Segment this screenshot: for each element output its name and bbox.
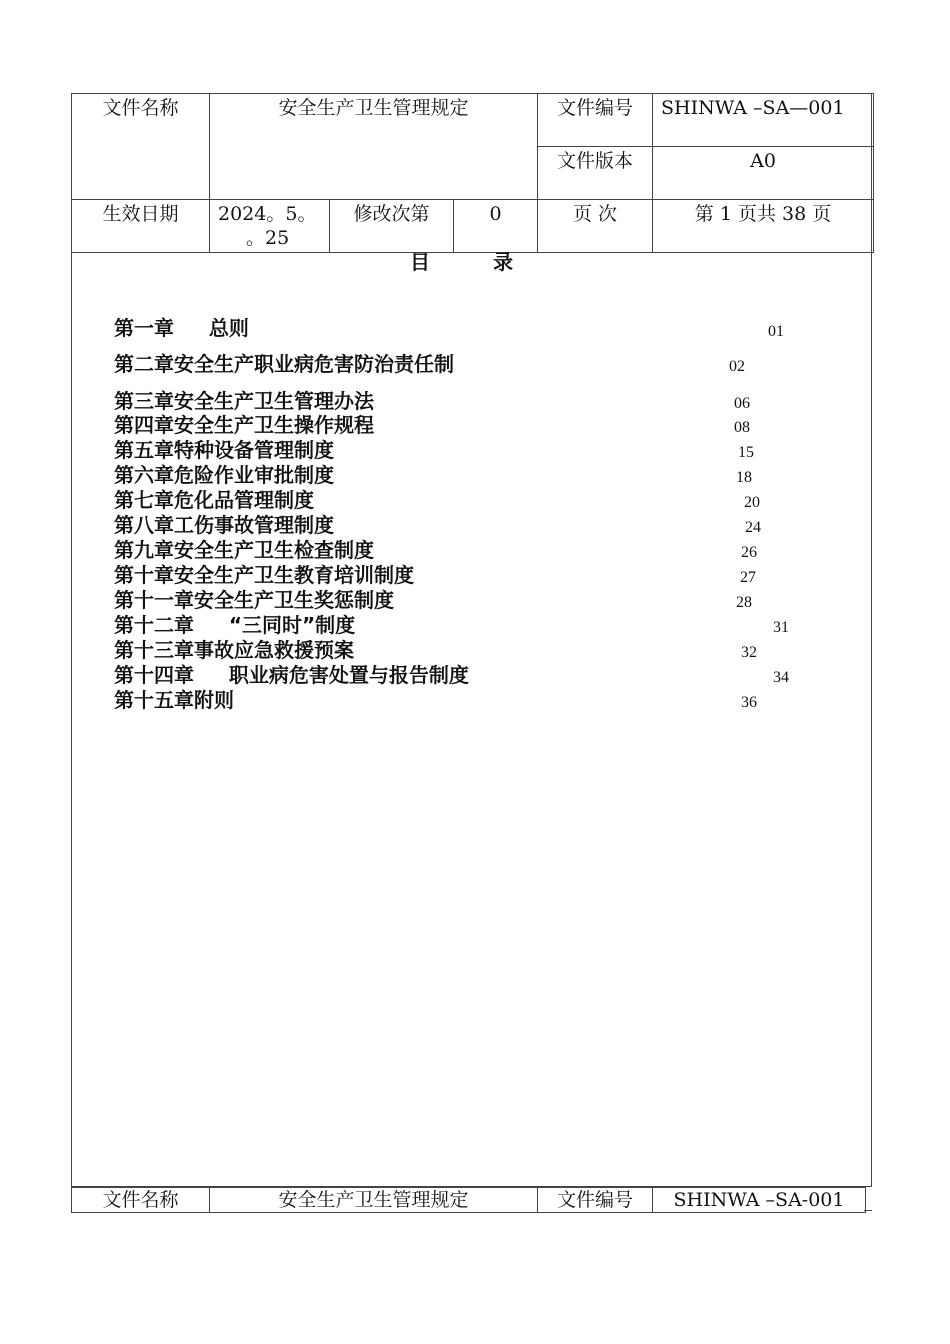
toc-item-label: 第十章安全生产卫生教育培训制度 [114,563,414,587]
toc-item-label: 第七章危化品管理制度 [114,488,314,512]
toc-item-page: 32 [741,644,757,661]
toc-item-page: 31 [773,619,789,636]
footer-doc-name-value: 安全生产卫生管理规定 [210,1188,538,1213]
toc-item-label: 第一章 总则 [114,316,249,340]
version-label: 文件版本 [538,147,653,200]
effective-date-line2: 。25 [246,227,290,249]
toc-item-label: 第十一章安全生产卫生奖惩制度 [114,588,394,612]
toc-item-page: 26 [741,544,757,561]
page-value: 第 1 页共 38 页 [653,200,874,253]
toc-item-page: 28 [736,594,752,611]
toc-item-label: 第二章安全生产职业病危害防治责任制 [114,352,454,376]
toc-item-page: 34 [773,669,789,686]
toc-item-label: 第三章安全生产卫生管理办法 [114,389,374,413]
page-label: 页 次 [538,200,653,253]
footer-rule [864,1210,872,1211]
toc-item-label: 第六章危险作业审批制度 [114,463,334,487]
toc-item-label: 第九章安全生产卫生检查制度 [114,538,374,562]
toc-item-label: 第五章特种设备管理制度 [114,438,334,462]
toc-item-page: 15 [738,444,754,461]
toc-title: 目 录 [410,250,541,274]
doc-no-value: SHINWA –SA—001 [653,94,874,147]
revision-label: 修改次第 [330,200,454,253]
toc-item-label: 第十五章附则 [114,688,234,712]
revision-value: 0 [454,200,538,253]
effective-date-label: 生效日期 [72,200,210,253]
toc-item-label: 第十二章 “三同时”制度 [114,613,356,637]
toc-item-label: 第十四章 职业病危害处置与报告制度 [114,663,469,687]
footer-doc-no-label: 文件编号 [538,1188,653,1213]
toc-item-page: 36 [741,694,757,711]
doc-name-label: 文件名称 [72,94,210,200]
toc-item-label: 第四章安全生产卫生操作规程 [114,413,374,437]
toc-item-page: 24 [745,519,761,536]
toc-item-page: 02 [729,358,745,375]
doc-name-value: 安全生产卫生管理规定 [210,94,538,200]
toc-item-page: 20 [744,494,760,511]
footer-doc-name-label: 文件名称 [72,1188,210,1213]
version-value: A0 [653,147,874,200]
toc-item-page: 18 [736,469,752,486]
doc-no-label: 文件编号 [538,94,653,147]
footer-doc-no-value: SHINWA –SA-001 [653,1188,866,1213]
toc-item-label: 第十三章事故应急救援预案 [114,638,354,662]
toc-item-page: 08 [734,419,750,436]
effective-date-line1: 2024。5。 [218,203,317,225]
toc-item-page: 01 [768,323,784,340]
toc-item-page: 27 [740,569,756,586]
toc-item-page: 06 [734,395,750,412]
footer-table [71,1187,866,1213]
toc-item-label: 第八章工伤事故管理制度 [114,513,334,537]
